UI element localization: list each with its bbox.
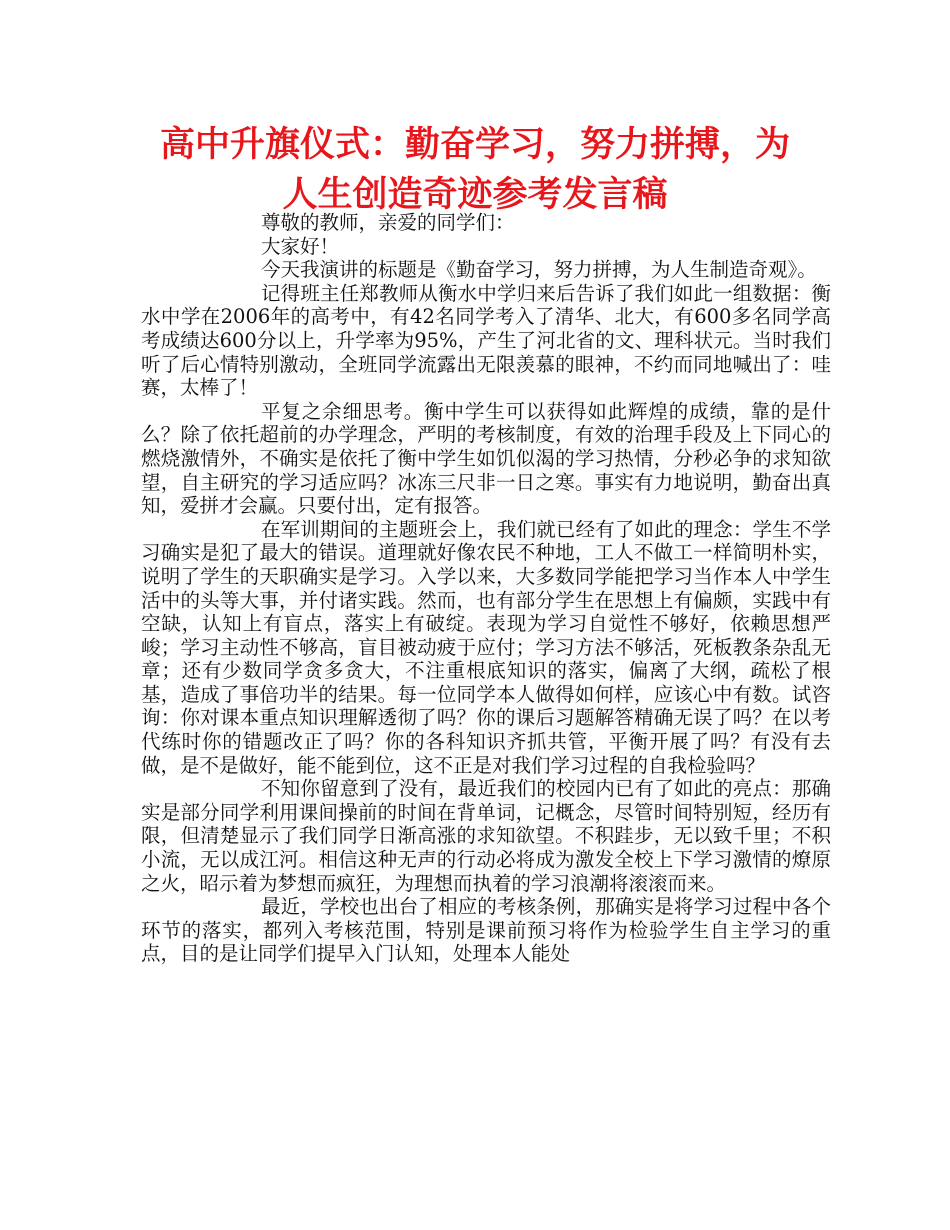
paragraph: 不知你留意到了没有，最近我们的校园内已有了如此的亮点：那确实是部分同学利用课间操前的时间在背单词，记概念，尽管时间特别短，经历有限，但清楚显示了我们同学日渐高涨的求知欲望。不积跬步，无以致千里；不积小流，无以成江河。相信这种无声的行动必将成为激发全校上下学习激情的燎原之火，昭示着为梦想而疯狂，为理想而执着的学习浪潮将滚滚而来。	[141, 777, 831, 895]
paragraph: 记得班主任郑教师从衡水中学归来后告诉了我们如此一组数据：衡水中学在2006年的高考中，有42名同学考入了清华、北大，有600多名同学高考成绩达600分以上，升学率为95%，产生了河北省的文、理科状元。当时我们听了后心情特别激动，全班同学流露出无限羡慕的眼神，不约而同地喊出了：哇赛，太棒了！	[141, 281, 831, 400]
paragraph: 在军训期间的主题班会上，我们就已经有了如此的理念：学生不学习确实是犯了最大的错误。道理就好像农民不种地，工人不做工一样简明朴实，说明了学生的天职确实是学习。入学以来，大多数同学能把学习当作本人中学生活中的头等大事，并付诸实践。然而，也有部分学生在思想上有偏颇，实践中有空缺，认知上有盲点，落实上有破绽。表现为学习自觉性不够好，依赖思想严峻；学习主动性不够高，盲目被动疲于应付；学习方法不够活，死板教条杂乱无章；还有少数同学贪多贪大，不注重根底知识的落实，偏离了大纲，疏松了根基，造成了事倍功半的结果。每一位同学本人做得如何样，应该心中有数。试咨询：你对课本重点知识理解透彻了吗？你的课后习题解答精确无误了吗？在以考代练时你的错题改正了吗？你的各科知识齐抓共管，平衡开展了吗？有没有去做，是不是做好，能不能到位，这不正是对我们学习过程的自我检验吗？	[141, 517, 831, 777]
paragraph: 平复之余细思考。衡中学生可以获得如此辉煌的成绩，靠的是什么？除了依托超前的办学理念，严明的考核制度，有效的治理手段及上下同心的燃烧激情外，不确实是依托了衡中学生如饥似渴的学习热情，分秒必争的求知欲望，自主研究的学习适应吗？冰冻三尺非一日之寒。事实有力地说明，勤奋出真知，爱拼才会赢。只要付出，定有报答。	[141, 399, 831, 518]
salutation: 尊敬的教师，亲爱的同学们：	[261, 211, 515, 234]
paragraph: 最近，学校也出台了相应的考核条例，那确实是将学习过程中各个环节的落实，都列入考核范围，特别是课前预习将作为检验学生自主学习的重点，目的是让同学们提早入门认知，处理本人能处	[141, 895, 831, 966]
document-body	[141, 211, 831, 966]
document-title	[120, 120, 830, 220]
title-line-2: 人生创造奇迹参考发言稿	[282, 175, 668, 215]
paragraph: 今天我演讲的标题是《勤奋学习，努力拼搏，为人生制造奇观》。	[261, 258, 817, 282]
title-line-1: 高中升旗仪式：勤奋学习，努力拼搏，为	[159, 125, 790, 165]
greeting: 大家好！	[261, 234, 340, 258]
